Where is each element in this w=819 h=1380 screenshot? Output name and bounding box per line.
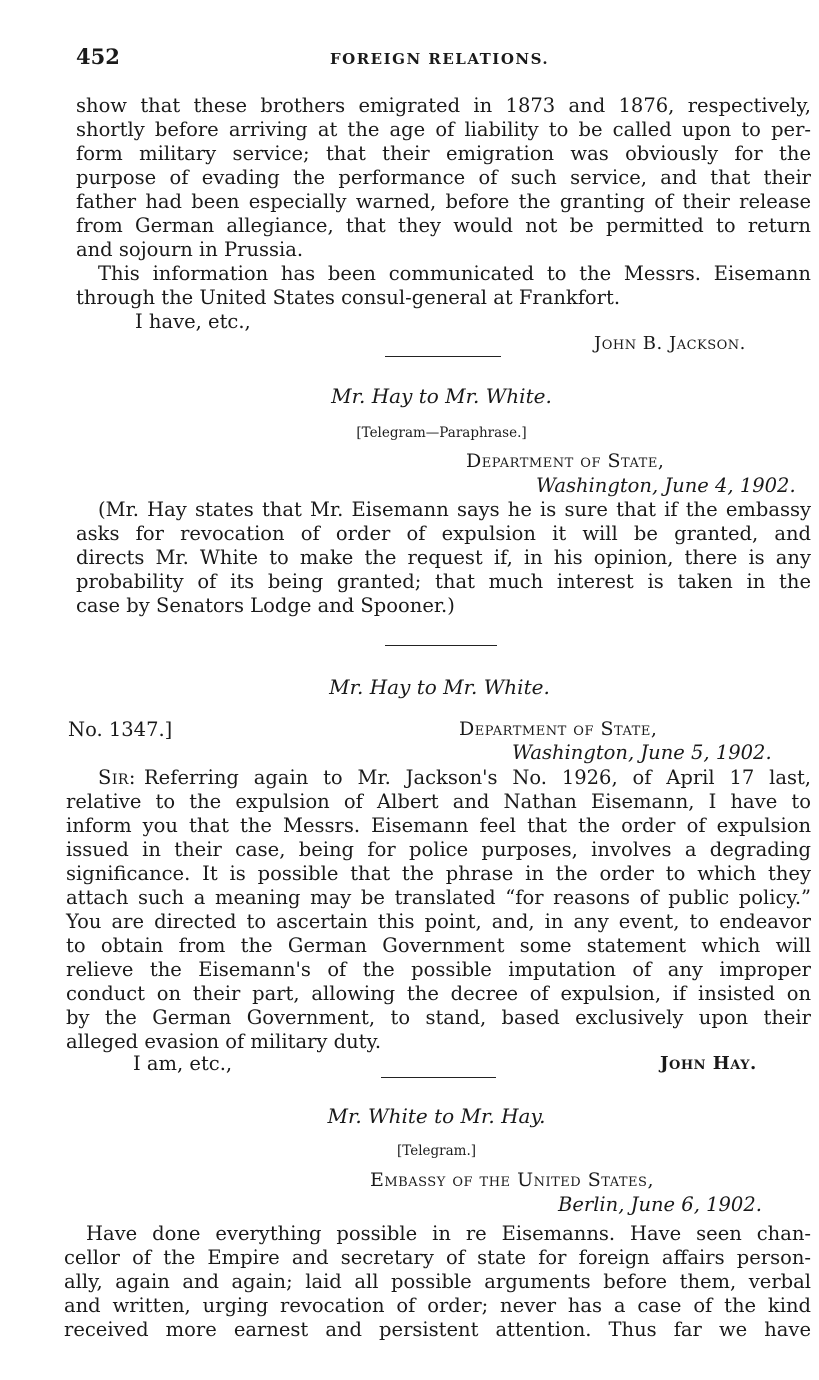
- running-title: FOREIGN RELATIONS.: [330, 50, 550, 68]
- text-line: You are directed to ascertain this point, and, in any event, to endeavor: [66, 910, 811, 933]
- text-line: This information has been communicated to the Messrs. Eisemann: [98, 262, 811, 285]
- divider: [381, 1077, 496, 1078]
- text-line: shortly before arriving at the age of liability to be called upon to per-: [76, 118, 811, 141]
- text-line: conduct on their part, allowing the decree of expulsion, if insisted on: [66, 982, 811, 1005]
- text-line: issued in their case, being for police purposes, involves a degrading: [66, 838, 811, 861]
- sender-department: Department of State,: [466, 450, 665, 472]
- text-line-rest: Referring again to Mr. Jackson's No. 1926, of April 17 last,: [144, 766, 811, 789]
- signature: John Hay.: [660, 1053, 757, 1074]
- text-line: probability of its being granted; that much interest is taken in the: [76, 570, 811, 593]
- text-line: purpose of evading the performance of such service, and that their: [76, 166, 811, 189]
- text-line: ally, again and again; laid all possible arguments before them, verbal: [64, 1270, 811, 1293]
- text-line: by the German Government, to stand, based exclusively upon their: [66, 1006, 811, 1029]
- text-line: father had been especially warned, before the granting of their release: [76, 190, 811, 213]
- divider: [385, 356, 501, 357]
- text-line: relative to the expulsion of Albert and Nathan Eisemann, I have to: [66, 790, 811, 813]
- text-line: form military service; that their emigration was obviously for the: [76, 142, 811, 165]
- text-line: show that these brothers emigrated in 1873 and 1876, respectively,: [76, 94, 811, 117]
- place-date: Washington, June 4, 1902.: [536, 474, 796, 497]
- salutation: Sir:: [98, 766, 136, 789]
- closing: I have, etc.,: [135, 310, 251, 333]
- signature: John B. Jackson.: [594, 333, 746, 354]
- text-line: received more earnest and persistent attention. Thus far we have: [64, 1318, 811, 1341]
- telegram-note: [Telegram—Paraphrase.]: [356, 425, 527, 441]
- text-line: to obtain from the German Government some statement which will: [66, 934, 811, 957]
- text-line: through the United States consul-general at Frankfort.: [76, 286, 621, 309]
- text-line: inform you that the Messrs. Eisemann feel that the order of expulsion: [66, 814, 811, 837]
- text-line: (Mr. Hay states that Mr. Eisemann says he is sure that if the embassy: [98, 498, 811, 521]
- closing: I am, etc.,: [133, 1052, 233, 1075]
- text-line: from German allegiance, that they would not be permitted to return: [76, 214, 811, 237]
- text-line: and written, urging revocation of order; never has a case of the kind: [64, 1294, 811, 1317]
- text-line: significance. It is possible that the phrase in the order to which they: [66, 862, 811, 885]
- dispatch-number: No. 1347.]: [68, 718, 173, 741]
- letter-heading: Mr. Hay to Mr. White.: [331, 384, 552, 408]
- text-line: and sojourn in Prussia.: [76, 238, 304, 261]
- text-line: alleged evasion of military duty.: [66, 1030, 382, 1053]
- text-line: directs Mr. White to make the request if, in his opinion, there is any: [76, 546, 811, 569]
- sender-embassy: Embassy of the United States,: [370, 1169, 654, 1191]
- letter-heading: Mr. White to Mr. Hay.: [327, 1104, 546, 1128]
- page-number: 452: [76, 44, 120, 69]
- text-line: attach such a meaning may be translated “for reasons of public policy.”: [66, 886, 811, 909]
- text-line: Have done everything possible in re Eisemanns. Have seen chan-: [86, 1222, 811, 1245]
- text-line: relieve the Eisemann's of the possible imputation of any improper: [66, 958, 811, 981]
- text-line: cellor of the Empire and secretary of state for foreign affairs person-: [64, 1246, 811, 1269]
- text-line: [98, 766, 811, 790]
- letter-heading: Mr. Hay to Mr. White.: [329, 675, 550, 699]
- telegram-note: [Telegram.]: [396, 1143, 477, 1159]
- divider: [385, 645, 497, 646]
- text-line: asks for revocation of order of expulsion it will be granted, and: [76, 522, 811, 545]
- sender-department: Department of State,: [459, 718, 658, 740]
- place-date: Berlin, June 6, 1902.: [558, 1193, 762, 1216]
- place-date: Washington, June 5, 1902.: [512, 741, 772, 764]
- text-line: case by Senators Lodge and Spooner.): [76, 594, 455, 617]
